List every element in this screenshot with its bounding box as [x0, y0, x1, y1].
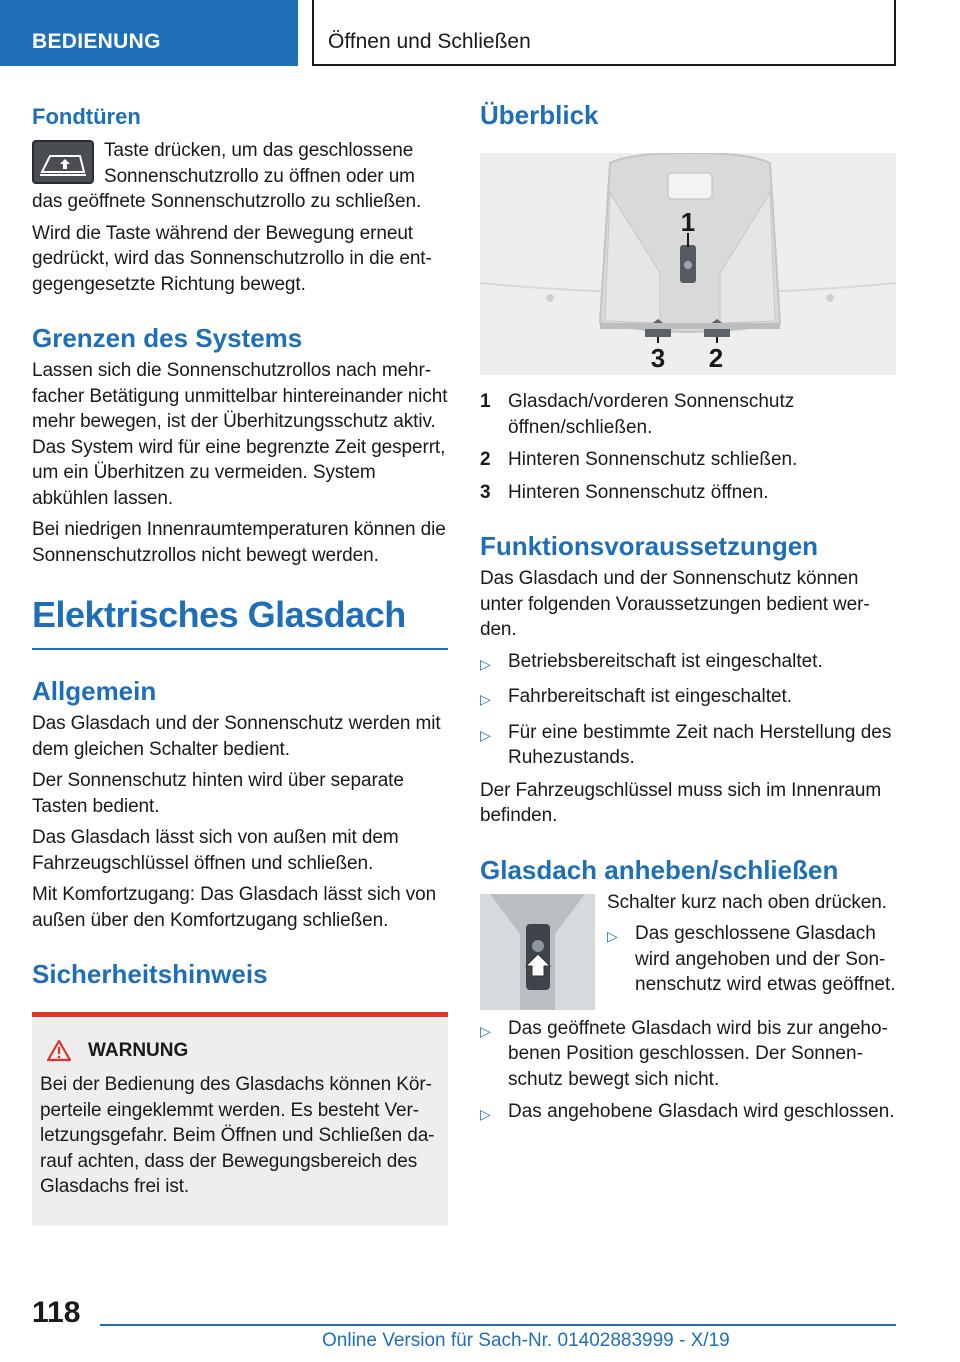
list-item: 3 Hinteren Sonnenschutz öffnen. — [480, 481, 769, 503]
list-item: ▷ Für eine bestimmte Zeit nach Herstellung des Ruhezustands. — [480, 720, 896, 771]
allgemein-paragraph-4: Mit Komfortzugang: Das Glasdach lässt sich von außen über den Komfortzugang schließen. — [32, 884, 437, 931]
roof-switch-photo — [480, 894, 595, 1010]
fond-paragraph-2: Wird die Taste während der Bewegung erneut gedrückt, wird das Sonnenschutzrollo in die entgegengesetzte Richtung bewegt. — [32, 222, 432, 295]
warning-text: Bei der Bedienung des Glasdachs können Körperteile eingeklemmt werden. Es besteht Verletzungsgefahr. Beim Öffnen und Schließen darauf achten, dass der Bewegungsbereich des Glasdachs frei ist. — [40, 1074, 435, 1197]
page-number: 118 — [32, 1296, 81, 1329]
photo-label-1: 1 — [680, 207, 696, 237]
warning-title — [42, 1039, 438, 1062]
photo-label-2: 2 — [708, 343, 724, 373]
left-column — [32, 98, 448, 1226]
section-tab: BEDIENUNG — [0, 0, 298, 66]
allgemein-paragraph-1: Das Glasdach und der Sonnenschutz werden mit dem gleichen Schalter bedient. — [32, 713, 441, 760]
funktion-paragraph: Das Glasdach und der Sonnenschutz können unter folgenden Voraussetzungen bedient werden. — [480, 568, 870, 640]
grenzen-paragraph-1: Lassen sich die Sonnenschutzrollos nach mehrfacher Betätigung unmittelbar hintereinander nicht mehr bewegen, ist der Überhitzungsschutz aktiv. Das System wird für eine begrenzte Zeit gesperrt, um ein Überhitzen zu vermeiden. System abkühlen lassen. — [32, 360, 448, 509]
bullet-triangle-icon: ▷ — [607, 928, 618, 944]
footer-version: Online Version für Sach-Nr. 01402883999 - X/19 — [322, 1330, 730, 1351]
anheben-heading: Glasdach anheben/schließen — [480, 854, 839, 885]
right-column — [480, 98, 896, 1135]
anheben-section — [480, 890, 896, 1016]
fond-section — [32, 138, 448, 215]
fond-paragraph-1: Taste drücken, um das geschlossene Sonnenschutzrollo zu öffnen oder um das geöffnete Sonnenschutzrollo zu schließen. — [32, 140, 422, 212]
overview-list — [480, 389, 896, 505]
bullet-triangle-icon: ▷ — [480, 726, 491, 743]
list-item: 2 Hinteren Sonnenschutz schließen. — [480, 449, 798, 470]
fond-heading: Fondtüren — [32, 104, 141, 129]
allgemein-paragraph-3: Das Glasdach lässt sich von außen mit dem Fahrzeugschlüssel öffnen und schließen. — [32, 827, 399, 874]
list-item: ▷ Betriebsbereitschaft ist eingeschaltet. — [480, 649, 896, 678]
overhead-console-photo — [480, 153, 896, 375]
warning-box — [32, 1012, 448, 1226]
anheben-list-2 — [480, 1016, 896, 1128]
bullet-triangle-icon: ▷ — [480, 691, 491, 707]
ueberblick-heading: Überblick — [480, 100, 599, 130]
warning-triangle-icon — [46, 1039, 72, 1062]
footer-divider — [100, 1324, 896, 1326]
list-item: ▷ Das geschlossene Glasdach wird angehoben und der Sonnenschutz wird etwas geöffnet. — [607, 921, 896, 998]
sunshade-button-icon — [32, 140, 94, 184]
warning-label: WARNUNG — [88, 1039, 189, 1061]
grenzen-paragraph-2: Bei niedrigen Innenraumtemperaturen können die Sonnenschutzrollos nicht bewegt werden. — [32, 519, 446, 566]
bullet-triangle-icon: ▷ — [480, 655, 491, 672]
allgemein-heading: Allgemein — [32, 676, 157, 706]
chapter-title: Öffnen und Schließen — [312, 0, 896, 66]
list-item: ▷ Das angehobene Glasdach wird geschlossen. — [480, 1099, 896, 1128]
list-item: ▷ Das geöffnete Glasdach wird bis zur angehobenen Position geschlossen. Der Sonnenschutz bewegt sich nicht. — [480, 1016, 896, 1093]
funktion-paragraph-2: Der Fahrzeugschlüssel muss sich im Innenraum befinden. — [480, 779, 882, 826]
list-item: ▷ Fahrbereitschaft ist eingeschaltet. — [480, 684, 896, 713]
glasdach-heading: Elektrisches Glasdach — [32, 594, 448, 650]
conditions-list — [480, 649, 896, 771]
allgemein-paragraph-2: Der Sonnenschutz hinten wird über separate Tasten bedient. — [32, 770, 404, 817]
list-item: 1 Glasdach/vorderen Sonnenschutz öffnen/schließen. — [480, 391, 795, 438]
sicherheit-heading: Sicherheitshinweis — [32, 959, 268, 989]
funktion-heading: Funktionsvoraussetzungen — [480, 531, 819, 561]
bullet-triangle-icon: ▷ — [480, 1022, 491, 1039]
photo-label-3: 3 — [650, 343, 666, 373]
grenzen-heading: Grenzen des Systems — [32, 323, 303, 353]
anheben-paragraph: Schalter kurz nach oben drücken. — [607, 891, 887, 913]
page-header — [0, 0, 960, 66]
bullet-triangle-icon: ▷ — [480, 1106, 491, 1122]
